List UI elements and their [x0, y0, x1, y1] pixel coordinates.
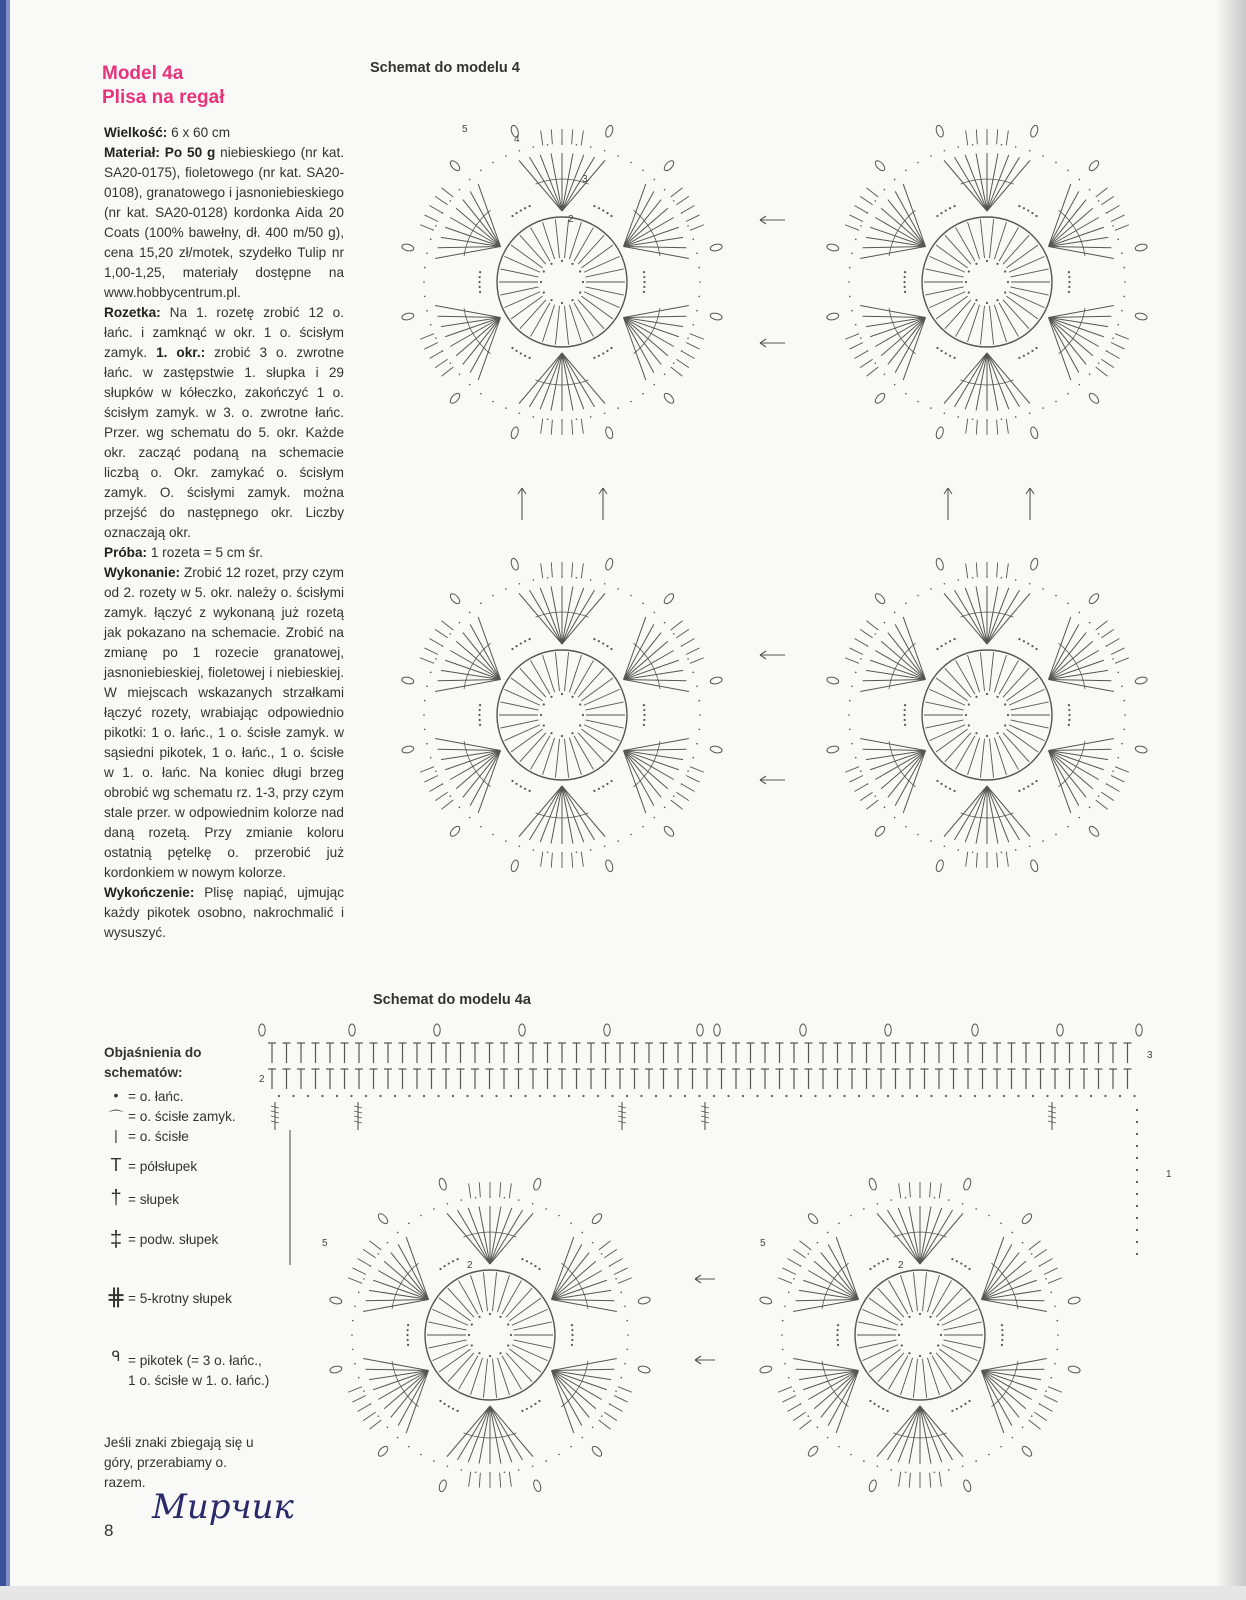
- border-row-3: 3: [1147, 1050, 1153, 1061]
- rosette-paragraph: Rozetka: Na 1. rozetę zrobić 12 o. łańc. i zamknąć w okr. 1 o. ścisłym zamyk. 1. okr.: zrobić 3 o. zwrotne łańc. w zastępstwie 1. słupka i 29 słupków w kółeczko, zakończyć 1 o. ścisłym zamyk. w 3. o. zwrotne łańc. Przer. wg schematu do 5. okr. Każde okr. zacząć podaną na schemacie liczbą o. Okr. zamykać o. ścisłym zamyk. O. ścisłymi zamyk. można przejść do następnego okr. Liczby oznaczają okr.: [104, 305, 344, 540]
- legend: [104, 1043, 274, 1490]
- round-label-2-c: 2: [898, 1260, 904, 1271]
- legend-row-single-crochet: | = o. ścisłe: [104, 1127, 270, 1147]
- rosette-group: [329, 125, 1147, 1493]
- round-label-3: 3: [582, 174, 588, 185]
- legend-row-treble: ‡ = podw. słupek: [104, 1226, 270, 1252]
- round-label-5-c: 5: [760, 1238, 766, 1249]
- page-number: 8: [104, 1521, 114, 1540]
- legend-row-picot: ᑫ = pikotek (= 3 o. łańc., 1 o. ścisłe w 1. o. łańc.): [104, 1348, 270, 1391]
- signature-watermark: Мирчик: [152, 1487, 294, 1527]
- schema-model4-title: Schemat do modelu 4: [370, 60, 520, 76]
- legend-note: Jeśli znaki zbiegają się u góry, przerabiamy o. razem.: [104, 1435, 254, 1490]
- double-crochet-icon: †: [110, 1187, 122, 1209]
- legend-row-double-crochet: † = słupek: [104, 1187, 270, 1210]
- round-label-4: 4: [514, 134, 520, 145]
- rosette-6: [759, 1178, 1080, 1493]
- rosette-5: [329, 1178, 650, 1493]
- model-name: Plisa na regał: [102, 87, 225, 108]
- rosette-1: [401, 125, 722, 440]
- round-label-5-b: 5: [322, 1238, 328, 1249]
- round-label-5: 5: [462, 124, 468, 135]
- treble-crochet-icon: ‡: [109, 1226, 123, 1251]
- round-number-labels: [259, 124, 1172, 1271]
- size-paragraph: Wielkość: 6 x 60 cm: [104, 125, 231, 140]
- border-row-2: 2: [259, 1074, 265, 1085]
- chain-stitch-icon: •: [113, 1087, 119, 1103]
- schema-model4a-title: Schemat do modelu 4a: [373, 992, 531, 1008]
- border-rows-4a: [259, 1024, 1142, 1265]
- rosette-2: [826, 125, 1147, 440]
- model-number: Model 4a: [102, 63, 184, 84]
- legend-row-chain: • = o. łańc.: [104, 1087, 270, 1107]
- material-paragraph: Materiał: Po 50 g niebieskiego (nr kat. SA20-0175), fioletowego (nr kat. SA20-0108), granatowego i jasnoniebieskiego (nr kat. SA20-0128) kordonka Aida 20 Coats (100% bawełny, dł. 400 m/50 g), cena 15,20 zł/motek, szydełko Tulip nr 1,00-1,25, materiały dostępne na www.hobbycentrum.pl.: [104, 145, 344, 300]
- rosette-3: [401, 558, 722, 873]
- legend-row-quintuple: ⋕ = 5-krotny słupek: [105, 1284, 232, 1311]
- legend-row-half-double: T = półsłupek: [104, 1155, 270, 1177]
- execution-paragraph: Wykonanie: Zrobić 12 rozet, przy czym od 2. rozety w 5. okr. należy o. ścisłymi zamyk. łączyć z wykonaną już rozetą jak pokazano na schemacie. Zrobić na zmianę po 1 rozecie granatowej, jasnoniebieskiej, fioletowej i niebieskiej. W miejscach wskazanych strzałkami łączyć rozety, wrabiając odpowiednio pikotki: 1 o. łańc., 1 o. ścisłe zamyk. w sąsiedni pikotek, 1 o. łańc., 1 o. ścisłe w 1. o. łańc. Na koniec długi brzeg obrobić wg schematu rz. 1-3, przy czym stale przer. w odpowiednim kolorze nad daną rozetą. Przy zmianie koloru ostatnią pętelkę o. przerobić już kordonkiem w nowym kolorze.: [104, 565, 344, 880]
- slip-stitch-icon: ⌒: [109, 1109, 123, 1125]
- half-double-crochet-icon: T: [110, 1155, 122, 1175]
- rosette-4: [826, 558, 1147, 873]
- legend-row-slip-stitch: ⌒ = o. ścisłe zamyk.: [104, 1107, 270, 1127]
- border-row-1: 1: [1166, 1169, 1172, 1180]
- finishing-paragraph: Wykończenie: Plisę napiąć, ujmując każdy pikotek osobno, nakrochmalić i wysuszyć.: [104, 885, 344, 940]
- gauge-paragraph: Próba: 1 rozeta = 5 cm śr.: [104, 545, 264, 560]
- round-label-2: 2: [568, 214, 574, 225]
- round-label-2-b: 2: [467, 1260, 473, 1271]
- legend-heading: Objaśnienia do schematów:: [104, 1045, 202, 1080]
- quintuple-treble-icon: ⋕: [105, 1284, 127, 1311]
- single-crochet-icon: |: [114, 1127, 118, 1143]
- picot-icon: ᑫ: [111, 1348, 121, 1364]
